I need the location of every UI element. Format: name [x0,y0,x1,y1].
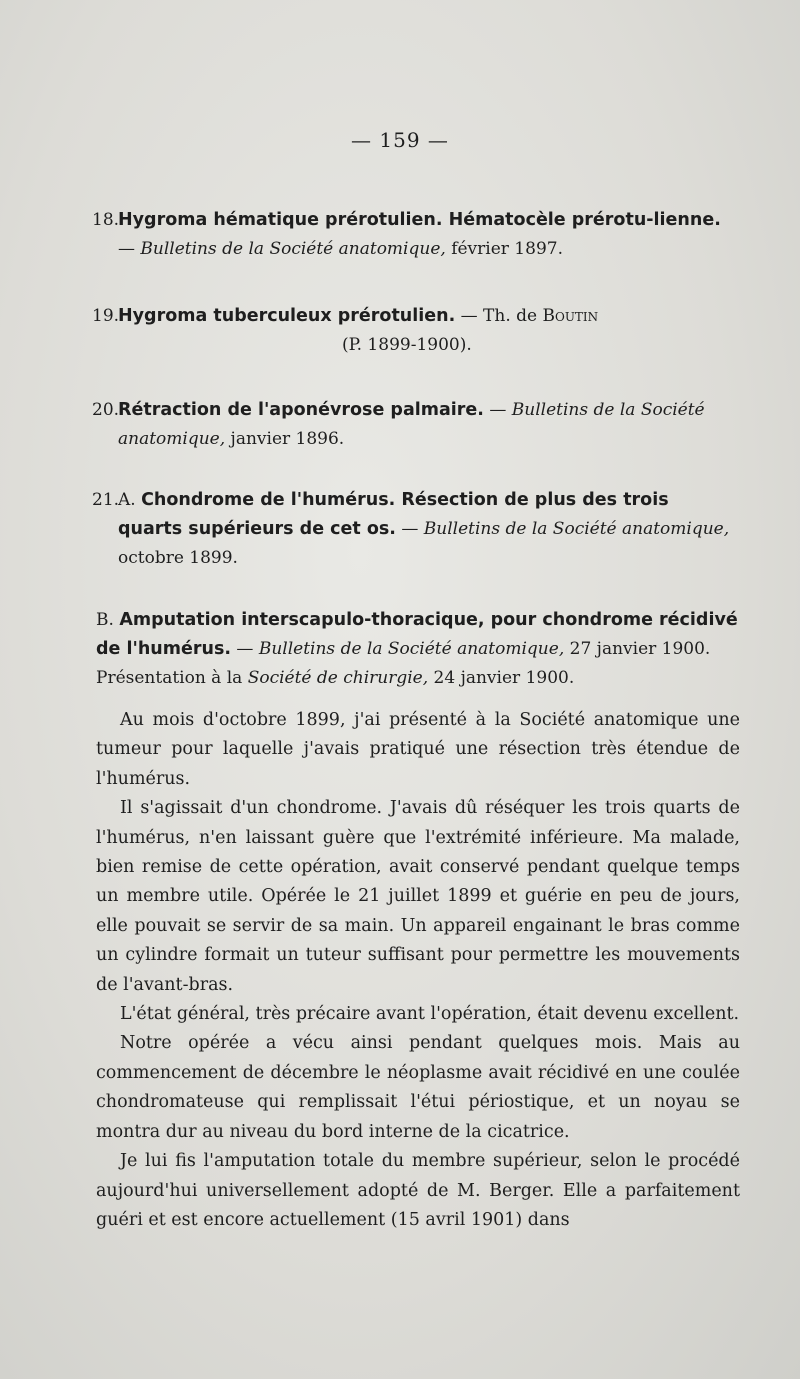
paragraph: Je lui fis l'amputation totale du membre supérieur, selon le procédé aujourd'hui universellement adopté de M. Berger. Elle a parfaitement guéri et est encore actuellement (15 avril 1901) dans [96,1151,740,1230]
entry-title: Rétraction de l'aponévrose palmaire. [118,400,484,420]
body-text [96,706,740,1235]
entry-title: Hygroma hématique prérotulien. Hématocèle prérotu-lienne. [118,210,721,230]
paragraph: Il s'agissait d'un chondrome. J'avais dû réséquer les trois quarts de l'humérus, n'en laissant guère que l'extrémité inférieure. Ma malade, bien remise de cette opération, avait conservé pendant quelque temps un membre utile. Opérée le 21 juillet 1899 et guérie en peu de jours, elle pouvait se servir de sa main. Un appareil engainant le bras comme un cylindre formait un tuteur suffisant pour permettre les mouvements de l'avant-bras. [96,798,740,995]
paragraph: Au mois d'octobre 1899, j'ai présenté à la Société anatomique une tumeur pour laquelle j'avais pratiqué une résection très étendue de l'humérus. [96,710,740,789]
entry-journal: Bulletins de la Société anatomique, [118,400,705,449]
entry-date: (P. 1899-1900). [342,335,472,355]
paragraph: Notre opérée a vécu ainsi pendant quelques mois. Mais au commencement de décembre le néoplasme avait récidivé en une coulée chondromateuse qui remplissait l'étui périostique, et un noyau se montra dur au niveau du bord interne de la cicatrice. [96,1033,740,1142]
bibliography-entry-18 [92,206,738,264]
entry-title: Chondrome de l'humérus. Résection de plus des trois quarts supérieurs de cet os. [118,490,669,539]
entry-title: Amputation interscapulo-thoracique, pour chondrome récidivé de l'humérus. [96,610,738,659]
entry-separator: — [395,519,424,539]
entry-separator: — [231,639,259,659]
entry-separator: — Th. de [455,306,543,326]
entry-separator: — [483,400,512,420]
bibliography-entry-21b [96,606,740,693]
entry-author: Boutin [542,306,599,326]
entry-prefix: B. [96,610,120,630]
page-number: — 159 — [351,128,449,152]
entry-date-2: 24 janvier 1900. [428,668,575,688]
entry-date: janvier 1896. [225,429,345,449]
entry-number: 21. [92,490,120,510]
entry-journal-2: Société de chirurgie, [247,668,429,688]
entry-date: octobre 1899. [118,548,238,568]
bibliography-entry-19 [92,302,738,360]
bibliography-entry-20 [92,396,738,454]
entry-journal: Bulletins de la Société anatomique, [140,239,446,259]
entry-number: 18. [92,210,120,230]
entry-number: 19. [92,306,120,326]
entry-date: février 1897. [445,239,563,259]
entry-separator: — [118,239,141,259]
entry-date: 27 janvier 1900. Présentation à la [96,639,711,688]
entry-number: 20. [92,400,120,420]
entry-prefix: A. [118,490,142,510]
entry-journal: Bulletins de la Société anatomique, [423,519,730,539]
entry-journal: Bulletins de la Société anatomique, [258,639,565,659]
entry-title: Hygroma tuberculeux prérotulien. [118,306,456,326]
paragraph: L'état général, très précaire avant l'opération, était devenu excellent. [120,1004,740,1025]
bibliography-entry-21a [92,486,738,573]
